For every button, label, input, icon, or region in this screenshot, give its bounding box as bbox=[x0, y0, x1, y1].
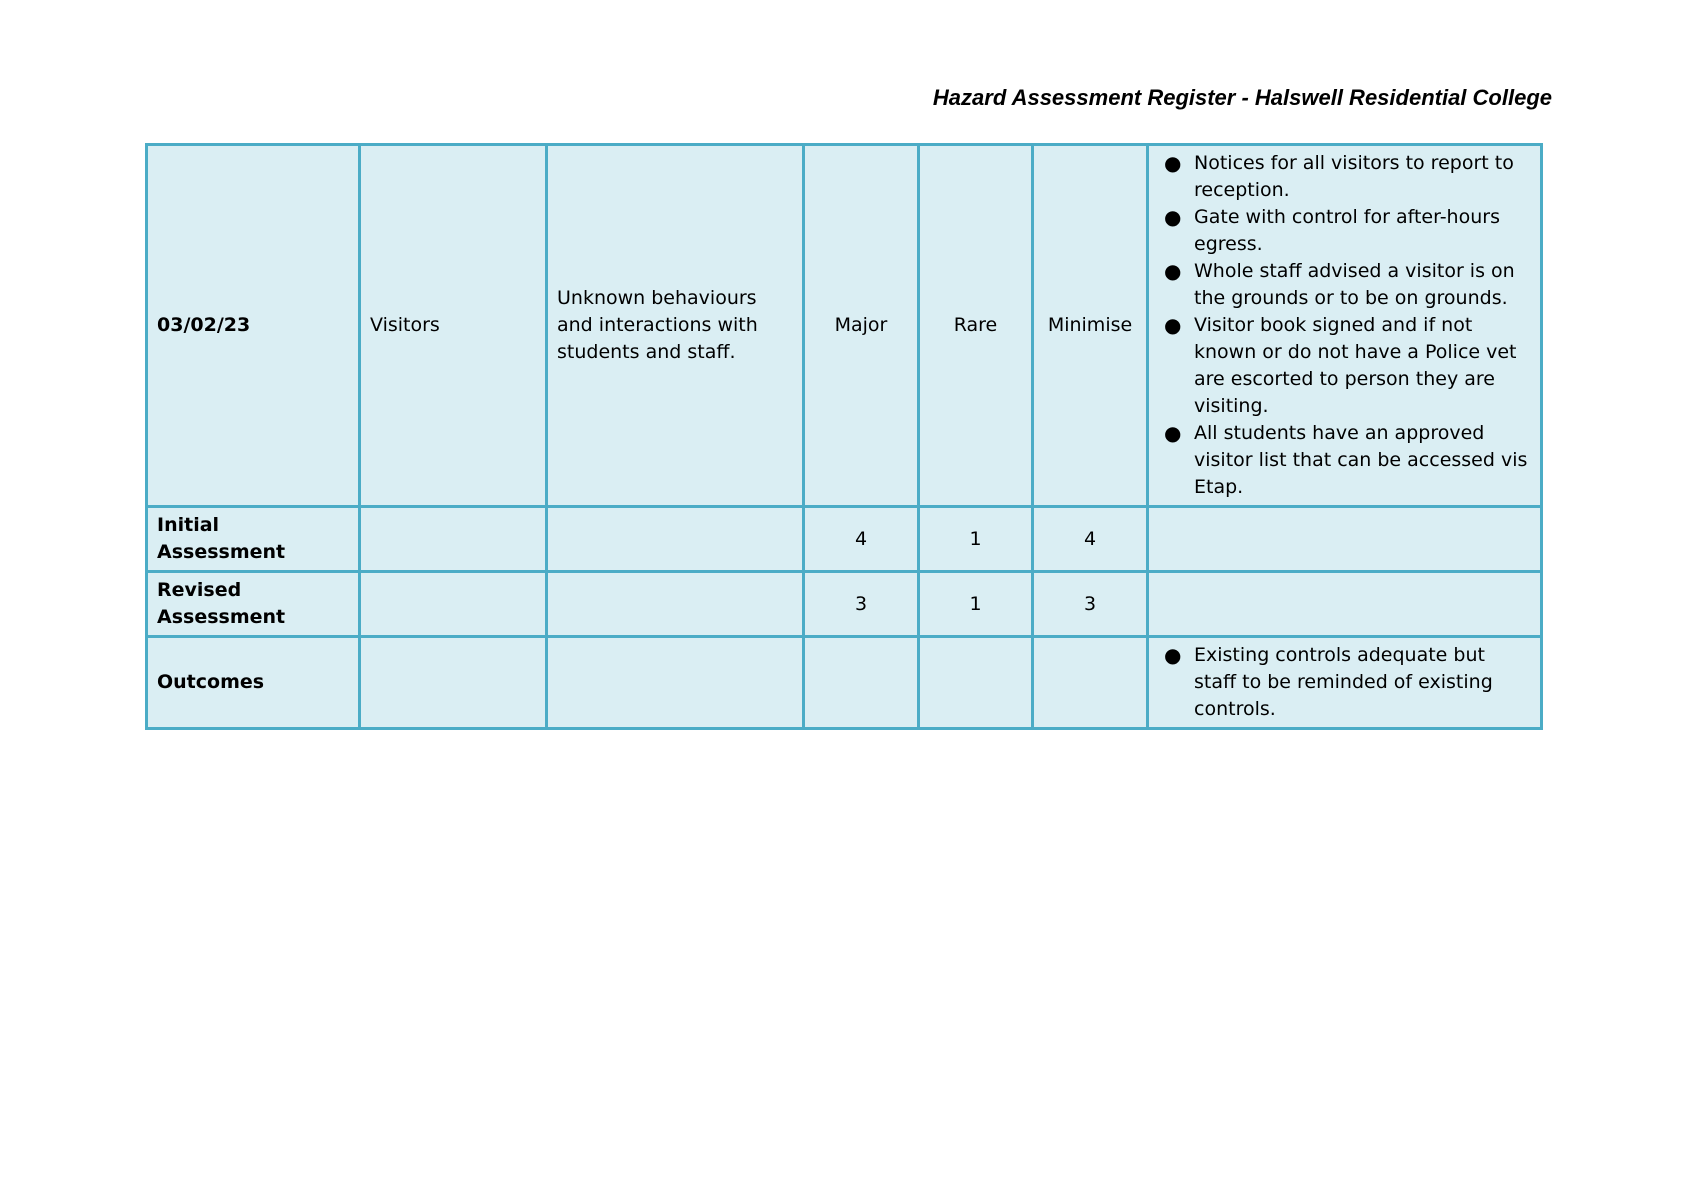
bullet-icon: ● bbox=[1164, 313, 1182, 337]
date-cell: 03/02/23 bbox=[147, 145, 360, 507]
empty-cell bbox=[1033, 637, 1148, 729]
bullet-icon: ● bbox=[1164, 643, 1182, 667]
hazard-row bbox=[147, 145, 1542, 507]
revised-rating-score: 3 bbox=[1033, 572, 1148, 637]
initial-assessment-label: Initial Assessment bbox=[147, 507, 360, 572]
outcomes-list bbox=[1158, 642, 1531, 723]
initial-likelihood-score: 1 bbox=[919, 507, 1033, 572]
empty-cell bbox=[360, 637, 547, 729]
list-item-text: All students have an approved visitor list that can be accessed vis Etap. bbox=[1194, 422, 1528, 498]
list-item-text: Gate with control for after-hours egress. bbox=[1194, 206, 1500, 255]
bullet-icon: ● bbox=[1164, 151, 1182, 175]
bullet-icon: ● bbox=[1164, 259, 1182, 283]
empty-cell bbox=[360, 572, 547, 637]
revised-assessment-label: Revised Assessment bbox=[147, 572, 360, 637]
revised-consequence-score: 3 bbox=[804, 572, 919, 637]
empty-cell bbox=[360, 507, 547, 572]
action-cell: Minimise bbox=[1033, 145, 1148, 507]
list-item-text: Visitor book signed and if not known or do not have a Police vet are escorted to person they are visiting. bbox=[1194, 314, 1517, 417]
initial-consequence-score: 4 bbox=[804, 507, 919, 572]
hazard-cell: Visitors bbox=[360, 145, 547, 507]
revised-likelihood-score: 1 bbox=[919, 572, 1033, 637]
empty-cell bbox=[547, 637, 804, 729]
list-item-text: Existing controls adequate but staff to be reminded of existing controls. bbox=[1194, 644, 1493, 720]
controls-cell bbox=[1148, 145, 1542, 507]
harm-cell: Unknown behaviours and interactions with students and staff. bbox=[547, 145, 804, 507]
list-item-text: Notices for all visitors to report to reception. bbox=[1194, 152, 1514, 201]
outcomes-row bbox=[147, 637, 1542, 729]
list-item bbox=[1164, 204, 1531, 258]
list-item bbox=[1164, 312, 1531, 420]
empty-cell bbox=[804, 637, 919, 729]
list-item-text: Whole staff advised a visitor is on the grounds or to be on grounds. bbox=[1194, 260, 1515, 309]
list-item bbox=[1164, 258, 1531, 312]
list-item bbox=[1164, 420, 1531, 501]
empty-cell bbox=[1148, 572, 1542, 637]
likelihood-cell: Rare bbox=[919, 145, 1033, 507]
controls-list bbox=[1158, 150, 1531, 501]
outcomes-label: Outcomes bbox=[147, 637, 360, 729]
empty-cell bbox=[547, 507, 804, 572]
revised-assessment-row bbox=[147, 572, 1542, 637]
empty-cell bbox=[1148, 507, 1542, 572]
consequence-cell: Major bbox=[804, 145, 919, 507]
empty-cell bbox=[547, 572, 804, 637]
list-item bbox=[1164, 642, 1531, 723]
bullet-icon: ● bbox=[1164, 205, 1182, 229]
outcomes-cell bbox=[1148, 637, 1542, 729]
bullet-icon: ● bbox=[1164, 421, 1182, 445]
empty-cell bbox=[919, 637, 1033, 729]
hazard-register-table bbox=[145, 143, 1543, 730]
page-header-title: Hazard Assessment Register - Halswell Residential College bbox=[932, 85, 1552, 110]
list-item bbox=[1164, 150, 1531, 204]
initial-rating-score: 4 bbox=[1033, 507, 1148, 572]
initial-assessment-row bbox=[147, 507, 1542, 572]
